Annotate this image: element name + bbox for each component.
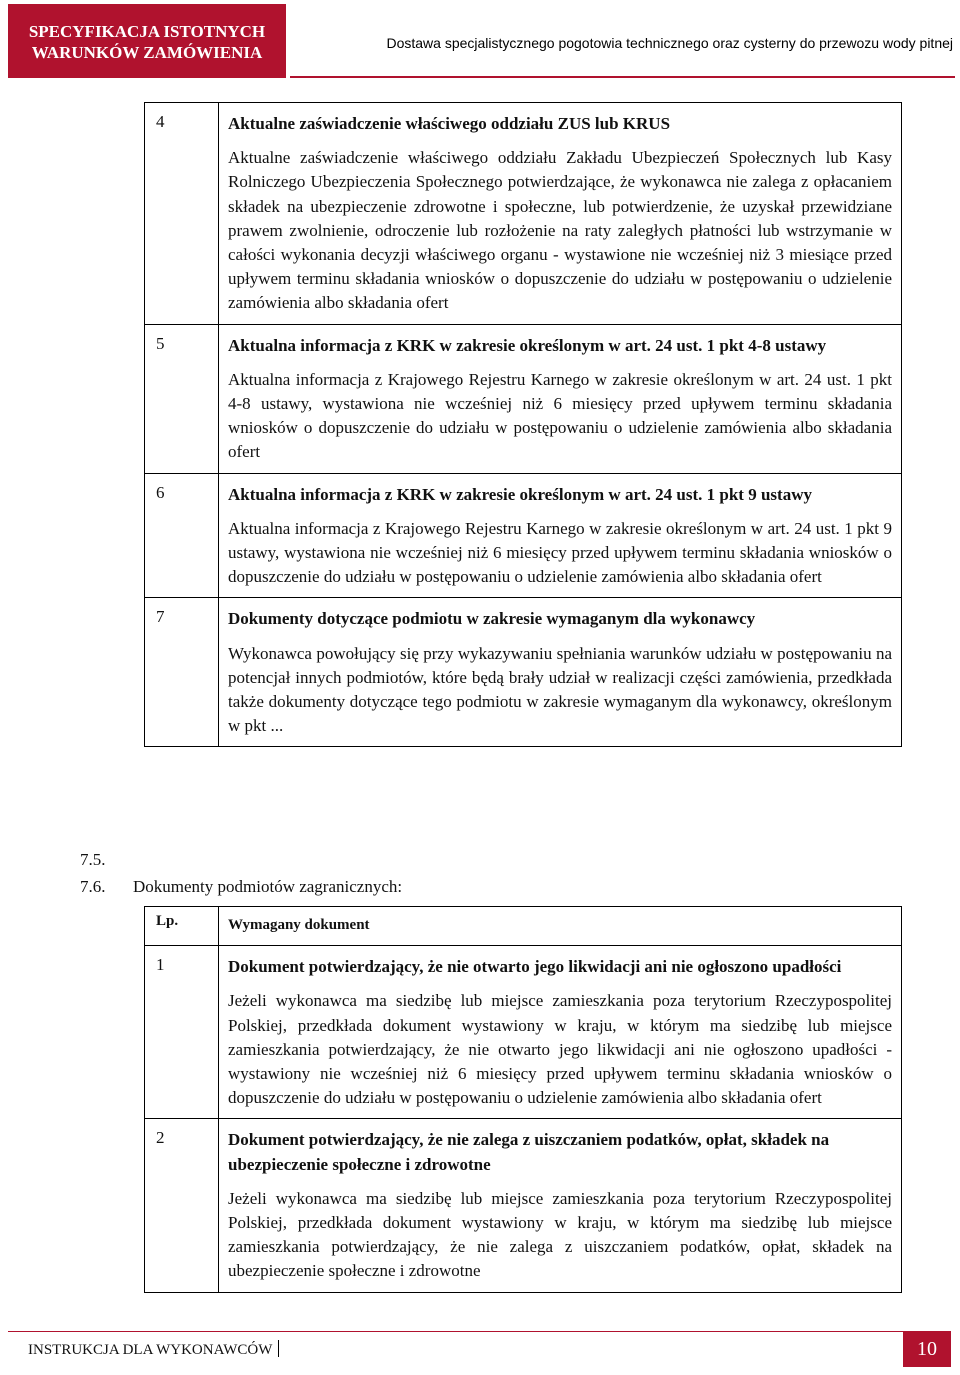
row-content — [219, 598, 902, 747]
row-title: Aktualna informacja z KRK w zakresie określonym w art. 24 ust. 1 pkt 9 ustawy — [228, 484, 812, 504]
header-badge — [8, 4, 286, 78]
page-number: 10 — [903, 1331, 951, 1367]
footer-divider — [8, 1331, 903, 1332]
row-content — [219, 1119, 902, 1292]
foreign-documents-table — [144, 906, 902, 1293]
row-number: 4 — [145, 103, 219, 325]
row-content — [219, 946, 902, 1119]
header-badge-line1: SPECYFIKACJA ISTOTNYCH — [28, 22, 266, 41]
footer-label — [28, 1340, 279, 1359]
row-number: 5 — [145, 324, 219, 473]
row-text: Wykonawca powołujący się przy wykazywaniu spełniania warunków udziału w postępowaniu na potencjał innych podmiotów, które będą brały udział w realizacji części zamówienia, przedkłada także dokumenty dotyczące tego podmiotu w zakresie wymaganym dla wykonawcy, określonym w pkt ... — [228, 643, 892, 736]
column-header-document: Wymagany dokument — [219, 907, 902, 946]
column-header-lp: Lp. — [145, 907, 219, 946]
row-text: Jeżeli wykonawca ma siedzibę lub miejsce zamieszkania poza terytorium Rzeczypospolitej Polskiej, przedkłada dokument wystawiony w kraju, w którym ma siedzibę lub miejsce zamieszkania potwierdzający, że nie otwarto jego likwidacji ani nie ogłoszono upadłości - wystawiony nie wcześniej niż 6 miesięcy przed upływem terminu składania wniosków o dopuszczenie do udziału w postępowaniu o udzielenie zamówienia albo składania ofert — [228, 991, 892, 1108]
footer-text: INSTRUKCJA DLA WYKONAWCÓW — [28, 1342, 273, 1358]
table-header-row — [145, 907, 902, 946]
documents-table — [144, 102, 902, 747]
section-7-5-number: 7.5. — [80, 850, 106, 869]
row-title: Aktualne zaświadczenie właściwego oddziału ZUS lub KRUS — [228, 114, 671, 133]
table-row — [145, 598, 902, 747]
row-title: Dokument potwierdzający, że nie otwarto jego likwidacji ani nie ogłoszono upadłości — [228, 957, 842, 977]
row-title: Dokument potwierdzający, że nie zalega z uiszczaniem podatków, opłat, składek na ubezpieczenie społeczne i zdrowotne — [228, 1130, 830, 1174]
table-row — [145, 473, 902, 598]
document-title: Dostawa specjalistycznego pogotowia technicznego oraz cysterny do przewozu wody pitnej — [290, 4, 955, 78]
row-text: Aktualna informacja z Krajowego Rejestru Karnego w zakresie określonym w art. 24 ust. 1 pkt 9 ustawy, wystawiona nie wcześniej niż 6 miesięcy przed upływem terminu składania wniosków o dopuszczenie do udziału w postępowaniu o udzielenie zamówienia albo składania ofert — [228, 518, 892, 587]
row-content — [219, 103, 902, 325]
footer-separator — [278, 1340, 279, 1357]
row-title: Aktualna informacja z KRK w zakresie określonym w art. 24 ust. 1 pkt 4-8 ustawy — [228, 335, 827, 355]
section-7-6-heading: Dokumenty podmiotów zagranicznych: — [133, 877, 403, 896]
row-text: Aktualne zaświadczenie właściwego oddziału Zakładu Ubezpieczeń Społecznych lub Kasy Rolniczego Ubezpieczenia Społecznego potwierdzające, że wykonawca nie zalega z opłacaniem składek na ubezpieczenie zdrowotne i społeczne, lub potwierdzenie, że uzyskał przewidziane prawem zwolnienie, odroczenie lub rozłożenie na raty zaległych płatności lub wstrzymanie w całości wykonania decyzji właściwego organu - wystawione nie wcześniej niż 3 miesiące przed upływem terminu składania wniosków o dopuszczenie do udziału w postępowaniu o udzielenie zamówienia albo składania ofert — [228, 148, 892, 313]
row-number: 7 — [145, 598, 219, 747]
row-content — [219, 324, 902, 473]
row-content — [219, 473, 902, 598]
table-row — [145, 946, 902, 1119]
section-7-6-number: 7.6. — [80, 877, 106, 896]
header-badge-line2: WARUNKÓW ZAMÓWIENIA — [31, 43, 263, 62]
row-number: 1 — [145, 946, 219, 1119]
row-number: 6 — [145, 473, 219, 598]
row-number: 2 — [145, 1119, 219, 1292]
row-text: Jeżeli wykonawca ma siedzibę lub miejsce zamieszkania poza terytorium Rzeczypospolitej Polskiej, przedkłada dokument wystawiony w kraju, w którym ma siedzibę lub miejsce zamieszkania potwierdzający, że nie zalega z uiszczaniem podatków, opłat, składek na ubezpieczenie społeczne i zdrowotne — [228, 1188, 892, 1281]
table-row — [145, 103, 902, 325]
table-row — [145, 1119, 902, 1292]
row-title: Dokumenty dotyczące podmiotu w zakresie wymaganym dla wykonawcy — [228, 609, 756, 629]
row-text: Aktualna informacja z Krajowego Rejestru Karnego w zakresie określonym w art. 24 ust. 1 pkt 4-8 ustawy, wystawiona nie wcześniej niż 6 miesięcy przed upływem terminu składania wniosków o dopuszczenie do udziału w postępowaniu o udzielenie zamówienia albo składania ofert — [228, 369, 892, 462]
table-row — [145, 324, 902, 473]
